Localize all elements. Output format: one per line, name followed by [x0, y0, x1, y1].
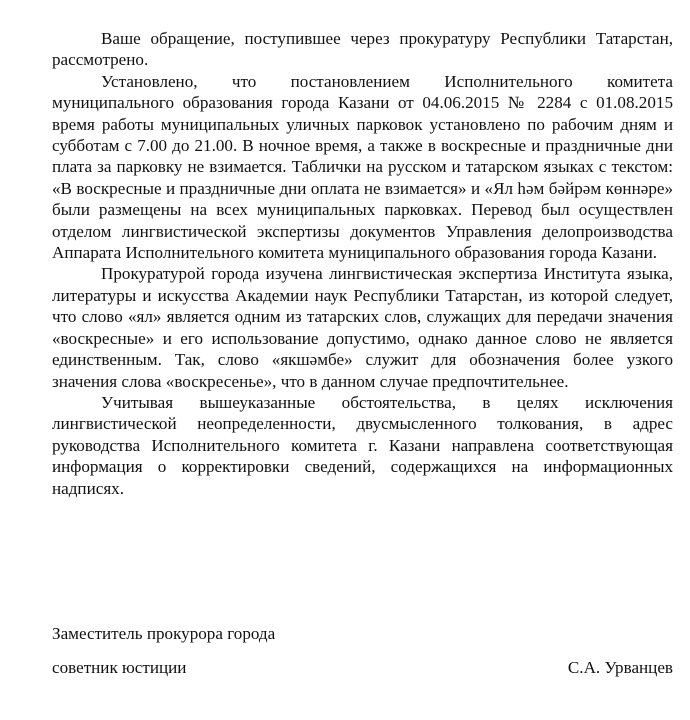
signatory-name: С.А. Урванцев: [567, 658, 673, 677]
signature-block: [52, 657, 673, 678]
paragraph-intro: Ваше обращение, поступившее через прокуратуру Республики Татарстан, рассмотрено.: [52, 29, 673, 70]
letter-body: [52, 28, 673, 499]
paragraph-conclusion: Учитывая вышеуказанные обстоятельства, в целях исключения лингвистической неопределенности, двусмысленного толкования, в адрес руководства Исполнительного комитета г. Казани направлена соответствующая информация о корректировки сведений, содержащихся на информационных надписях.: [52, 392, 673, 498]
signature-position-line1: Заместитель прокурора города: [52, 624, 276, 643]
paragraph-parking-rules: Установлено, что постановлением Исполнительного комитета муниципального образования города Казани от 04.06.2015 № 2284 с 01.08.2015 время работы муниципальных уличных парковок установлено по рабочим дням и субботам с 7.00 до 21.00. В ночное время, а также в воскресные и праздничные дни плата за парковку не взимается. Таблички на русском и татарском языках с текстом: «В воскресные и праздничные дни оплата не взимается» и «Ял һәм бәйрәм көннәре» были размещены на всех муниципальных парковках. Перевод был осуществлен отделом лингвистической экспертизы документов Управления делопроизводства Аппарата Исполнительного комитета муниципального образования города Казани.: [52, 71, 673, 263]
signature-position-line2: советник юстиции: [52, 658, 187, 677]
paragraph-linguistic-expertise: Прокуратурой города изучена лингвистическая экспертиза Института языка, литературы и искусства Академии наук Республики Татарстан, из которой следует, что слово «ял» является одним из татарских слов, служащих для передачи значения «воскресные» и его использование допустимо, однако данное слово не является единственным. Так, слово «якшәмбе» служит для обозначения более узкого значения слова «воскресенье», что в данном случае предпочтительнее.: [52, 264, 673, 391]
